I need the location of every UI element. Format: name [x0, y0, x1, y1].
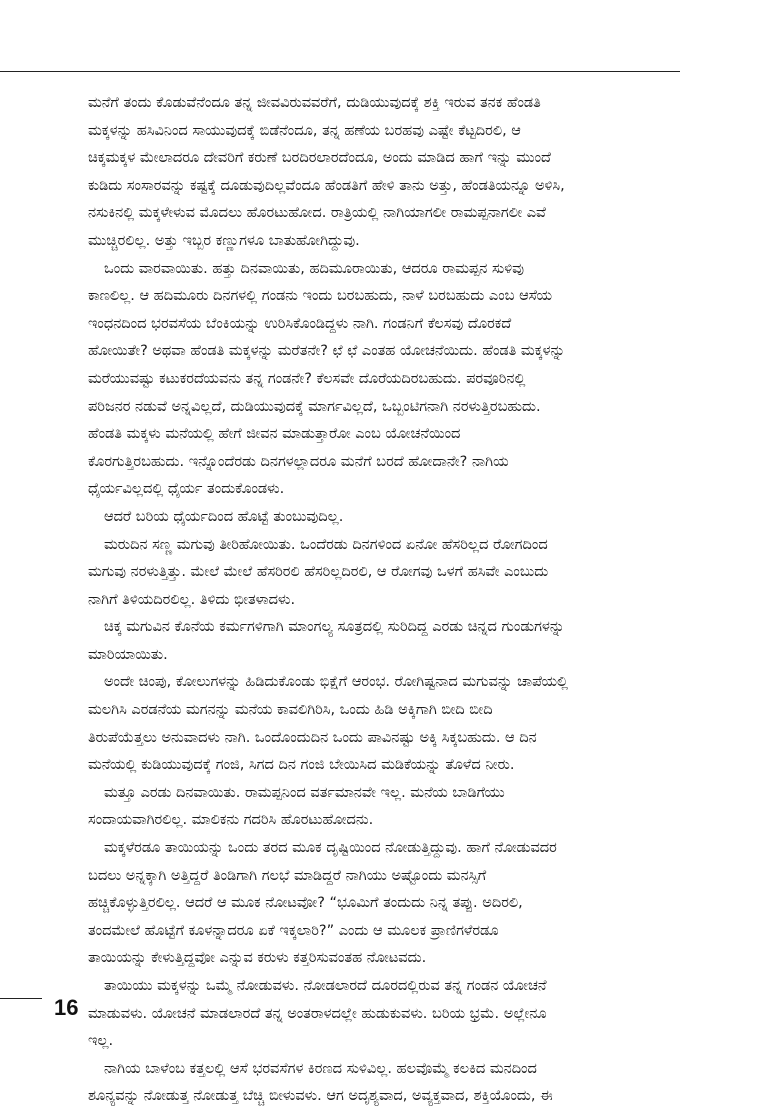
text-line: ತಿರುಪೆಯೆತ್ತಲು ಅನುವಾದಳು ನಾಗಿ. ಒಂದೊಂದುದಿನ ಒಂದು ಪಾವಿನಷ್ಟು ಅಕ್ಕಿ ಸಿಕ್ಕಬಹುದು. ಆ ದಿನ [88, 729, 537, 746]
body-text [88, 90, 682, 1111]
text-line: ಮರೆಯುವಷ್ಟು ಕಟುಕರದೆಯವನು ತನ್ನ ಗಂಡನೇ? ಕೆಲಸವೇ ದೊರೆಯದಿರಬಹುದು. ಪರವೂರಿನಲ್ಲಿ [88, 370, 526, 387]
text-line: ನಾಗಿಯ ಬಾಳೆಂಬ ಕತ್ತಲಲ್ಲಿ ಆಸೆ ಭರವಸೆಗಳ ಕಿರಣದ ಸುಳಿವಿಲ್ಲ. ಹಲವೊಮ್ಮೆ ಕಲಕಿದ ಮನದಿಂದ [104, 1060, 537, 1077]
paragraph [88, 504, 682, 532]
text-line: ಆದರೆ ಬರಿಯ ಧೈರ್ಯದಿಂದ ಹೊಟ್ಟೆ ತುಂಬುವುದಿಲ್ಲ. [104, 508, 344, 525]
text-line: ಮತ್ತೂ ಎರಡು ದಿನವಾಯಿತು. ರಾಮಪ್ಪನಿಂದ ವರ್ತಮಾನವೇ ಇಲ್ಲ. ಮನೆಯ ಬಾಡಿಗೆಯು [104, 784, 505, 801]
paragraph [88, 669, 682, 779]
text-line: ಹಚ್ಚಿಕೊಳ್ಳುತ್ತಿರಲಿಲ್ಲ. ಆದರೆ ಆ ಮೂಕ ನೋಟವೋ? “ಭೂಮಿಗೆ ತಂದುದು ನಿನ್ನ ತಪ್ಪು. ಅದಿರಲಿ, [88, 895, 523, 912]
paragraph [88, 835, 682, 973]
text-line: ಮನೆಗೆ ತಂದು ಕೊಡುವೆನೆಂದೂ ತನ್ನ ಜೀವವಿರುವವರೆಗೆ, ದುಡಿಯುವುದಕ್ಕೆ ಶಕ್ತಿ ಇರುವ ತನಕ ಹೆಂಡತಿ [88, 95, 541, 111]
text-line: ಮರುದಿನ ಸಣ್ಣ ಮಗುವು ತೀರಿಹೋಯಿತು. ಒಂದೆರಡು ದಿನಗಳಿಂದ ಏನೋ ಹೆಸರಿಲ್ಲದ ರೋಗದಿಂದ [104, 536, 548, 553]
text-line: ಧೈರ್ಯವಿಲ್ಲದಲ್ಲಿ ಧೈರ್ಯ ತಂದುಕೊಂಡಳು. [88, 481, 285, 498]
text-line: ತಾಯಿಯನ್ನು ಕೇಳುತ್ತಿದ್ದವೋ ಎನ್ನುವ ಕರುಳು ಕತ್ತರಿಸುವಂತಹ ನೋಟವದು. [88, 950, 427, 967]
paragraph [88, 90, 682, 256]
text-line: ಅಂದೇ ಚಿಂಪು, ಕೋಲುಗಳನ್ನು ಹಿಡಿದುಕೊಂಡು ಭಿಕ್ಷೆಗೆ ಆರಂಭ. ರೋಗಿಷ್ಟನಾದ ಮಗುವನ್ನು ಚಾಪೆಯಲ್ಲಿ [104, 674, 569, 691]
paragraph [88, 532, 682, 615]
text-line: ಶೂನ್ಯವನ್ನು ನೋಡುತ್ತ ನೋಡುತ್ತ ಬೆಚ್ಚಿ ಬೀಳುವಳು. ಆಗ ಅದೃಶ್ಯವಾದ, ಅವ್ಯಕ್ತವಾದ, ಶಕ್ತಿಯೊಂದು, ಈ [88, 1088, 553, 1105]
text-line: ಮುಚ್ಚಿರಲಿಲ್ಲ. ಅತ್ತು ಇಬ್ಬರ ಕಣ್ಣುಗಳೂ ಬಾತುಹೋಗಿದ್ದುವು. [88, 232, 360, 249]
text-line: ಮನೆಯಲ್ಲಿ ಕುಡಿಯುವುದಕ್ಕೆ ಗಂಜಿ, ಸಿಗದ ದಿನ ಗಂಜಿ ಬೇಯಿಸಿದ ಮಡಿಕೆಯನ್ನು ತೊಳೆದ ನೀರು. [88, 757, 515, 774]
text-line: ಬದಲು ಅನ್ನಕ್ಕಾಗಿ ಅತ್ತಿದ್ದರೆ ತಿಂಡಿಗಾಗಿ ಗಲಭೆ ಮಾಡಿದ್ದರೆ ನಾಗಿಯು ಅಷ್ಟೊಂದು ಮನಸ್ಸಿಗೆ [88, 867, 487, 884]
paragraph [88, 1056, 682, 1111]
text-line: ಹೆಂಡತಿ ಮಕ್ಕಳು ಮನೆಯಲ್ಲಿ ಹೇಗೆ ಜೀವನ ಮಾಡುತ್ತಾರೋ ಎಂಬ ಯೋಚನೆಯಿಂದ [88, 426, 461, 443]
text-line: ಮಲಗಿಸಿ ಎರಡನೆಯ ಮಗನನ್ನು ಮನೆಯ ಕಾವಲಿಗಿರಿಸಿ, ಒಂದು ಹಿಡಿ ಅಕ್ಕಿಗಾಗಿ ಬೀದಿ ಬೀದಿ [88, 702, 493, 719]
text-line: ಮಗುವು ನರಳುತ್ತಿತ್ತು. ಮೇಲೆ ಮೇಲೆ ಹೆಸರಿರಲಿ ಹೆಸರಿಲ್ಲದಿರಲಿ, ಆ ರೋಗವು ಒಳಗೆ ಹಸಿವೇ ಎಂಬುದು [88, 564, 549, 581]
page-number: 16 [54, 995, 79, 1020]
header-rule [0, 71, 680, 72]
text-line: ಚಿಕ್ಕ ಮಗುವಿನ ಕೊನೆಯ ಕರ್ಮಗಳಿಗಾಗಿ ಮಾಂಗಲ್ಯ ಸೂತ್ರದಲ್ಲಿ ಸುರಿದಿದ್ದ ಎರಡು ಚಿನ್ನದ ಗುಂಡುಗಳನ್ನು [104, 619, 565, 636]
text-line: ಚಿಕ್ಕಮಕ್ಕಳ ಮೇಲಾದರೂ ದೇವರಿಗೆ ಕರುಣೆ ಬರದಿರಲಾರದೆಂದೂ, ಅಂದು ಮಾಡಿದ ಹಾಗೆ ಇನ್ನು ಮುಂದೆ [88, 150, 552, 167]
text-line: ಸಂದಾಯವಾಗಿರಲಿಲ್ಲ. ಮಾಲಿಕನು ಗದರಿಸಿ ಹೊರಟುಹೋದನು. [88, 812, 374, 829]
text-line: ಪರಿಜನರ ನಡುವೆ ಅನ್ನವಿಲ್ಲದೆ, ದುಡಿಯುವುದಕ್ಕೆ ಮಾರ್ಗವಿಲ್ಲದೆ, ಒಬ್ಬಂಟಿಗನಾಗಿ ನರಳುತ್ತಿರಬಹುದು. [88, 398, 541, 415]
text-line: ಇಲ್ಲ. [88, 1033, 114, 1050]
text-line: ಹೋಯಿತೇ? ಅಥವಾ ಹೆಂಡತಿ ಮಕ್ಕಳನ್ನು ಮರೆತನೇ? ಛೆ ಛೆ ಎಂತಹ ಯೋಚನೆಯಿದು. ಹೆಂಡತಿ ಮಕ್ಕಳನ್ನು [88, 343, 566, 360]
paragraph [88, 256, 682, 504]
text-line: ಮಕ್ಕಳೆರಡೂ ತಾಯಿಯನ್ನು ಒಂದು ತರದ ಮೂಕ ದೃಷ್ಟಿಯಿಂದ ನೋಡುತ್ತಿದ್ದುವು. ಹಾಗೆ ನೋಡುವದರ [104, 840, 557, 857]
text-line: ತಂದಮೇಲೆ ಹೊಟ್ಟೆಗೆ ಕೂಳನ್ನಾದರೂ ಏಕೆ ಇಕ್ಕಲಾರಿ?” ಎಂದು ಆ ಮೂಲಕ ಪ್ರಾಣಿಗಳೆರಡೂ [88, 922, 499, 939]
text-line: ಕೊರಗುತ್ತಿರಬಹುದು. ಇನ್ನೊಂದೆರಡು ದಿನಗಳಲ್ಲಾದರೂ ಮನೆಗೆ ಬರದೆ ಹೋದಾನೇ? ನಾಗಿಯ [88, 453, 509, 470]
text-line: ಮಾಡುವಳು. ಯೋಚನೆ ಮಾಡಲಾರದೆ ತನ್ನ ಅಂತರಾಳದಲ್ಲೇ ಹುಡುಕುವಳು. ಬರಿಯ ಭ್ರಮೆ. ಅಲ್ಲೇನೂ [88, 1005, 547, 1022]
paragraph [88, 973, 682, 1056]
paragraph [88, 780, 682, 835]
footer-rule [0, 998, 42, 999]
text-line: ಮಾರಿಯಾಯಿತು. [88, 646, 168, 663]
text-line: ತಾಯಿಯು ಮಕ್ಕಳನ್ನು ಒಮ್ಮೆ ನೋಡುವಳು. ನೋಡಲಾರದೆ ದೂರದಲ್ಲಿರುವ ತನ್ನ ಗಂಡನ ಯೋಚನೆ [104, 978, 547, 994]
text-line: ಒಂದು ವಾರವಾಯಿತು. ಹತ್ತು ದಿನವಾಯಿತು, ಹದಿಮೂರಾಯಿತು, ಆದರೂ ರಾಮಪ್ಪನ ಸುಳಿವು [104, 260, 524, 277]
text-line: ಇಂಧನದಿಂದ ಭರವಸೆಯ ಬೆಂಕಿಯನ್ನು ಉರಿಸಿಕೊಂಡಿದ್ದಳು ನಾಗಿ. ಗಂಡನಿಗೆ ಕೆಲಸವು ದೊರಕದೆ [88, 315, 512, 332]
text-line: ನಸುಕಿನಲ್ಲಿ ಮಕ್ಕಳೇಳುವ ಮೊದಲು ಹೊರಟುಹೋದ. ರಾತ್ರಿಯಲ್ಲಿ ನಾಗಿಯಾಗಲೀ ರಾಮಪ್ಪನಾಗಲೀ ಎವೆ [88, 205, 546, 222]
text-line: ಕಾಣಲಿಲ್ಲ. ಆ ಹದಿಮೂರು ದಿನಗಳಲ್ಲಿ ಗಂಡನು ಇಂದು ಬರಬಹುದು, ನಾಳೆ ಬರಬಹುದು ಎಂಬ ಆಸೆಯ [88, 288, 552, 305]
text-line: ಮಕ್ಕಳನ್ನು ಹಸಿವಿನಿಂದ ಸಾಯುವುದಕ್ಕೆ ಬಿಡೆನೆಂದೂ, ತನ್ನ ಹಣೆಯ ಬರಹವು ಎಷ್ಟೇ ಕೆಟ್ಟದಿರಲಿ, ಆ [88, 122, 521, 139]
text-line: ನಾಗಿಗೆ ತಿಳಿಯದಿರಲಿಲ್ಲ. ತಿಳಿದು ಭೀತಳಾದಳು. [88, 591, 296, 608]
paragraph [88, 614, 682, 669]
text-line: ಕುಡಿದು ಸಂಸಾರವನ್ನು ಕಷ್ಟಕ್ಕೆ ದೂಡುವುದಿಲ್ಲವೆಂದೂ ಹೆಂಡತಿಗೆ ಹೇಳಿ ತಾನು ಅತ್ತು, ಹೆಂಡತಿಯನ್ನೂ ಅಳಿಸಿ, [88, 177, 565, 194]
